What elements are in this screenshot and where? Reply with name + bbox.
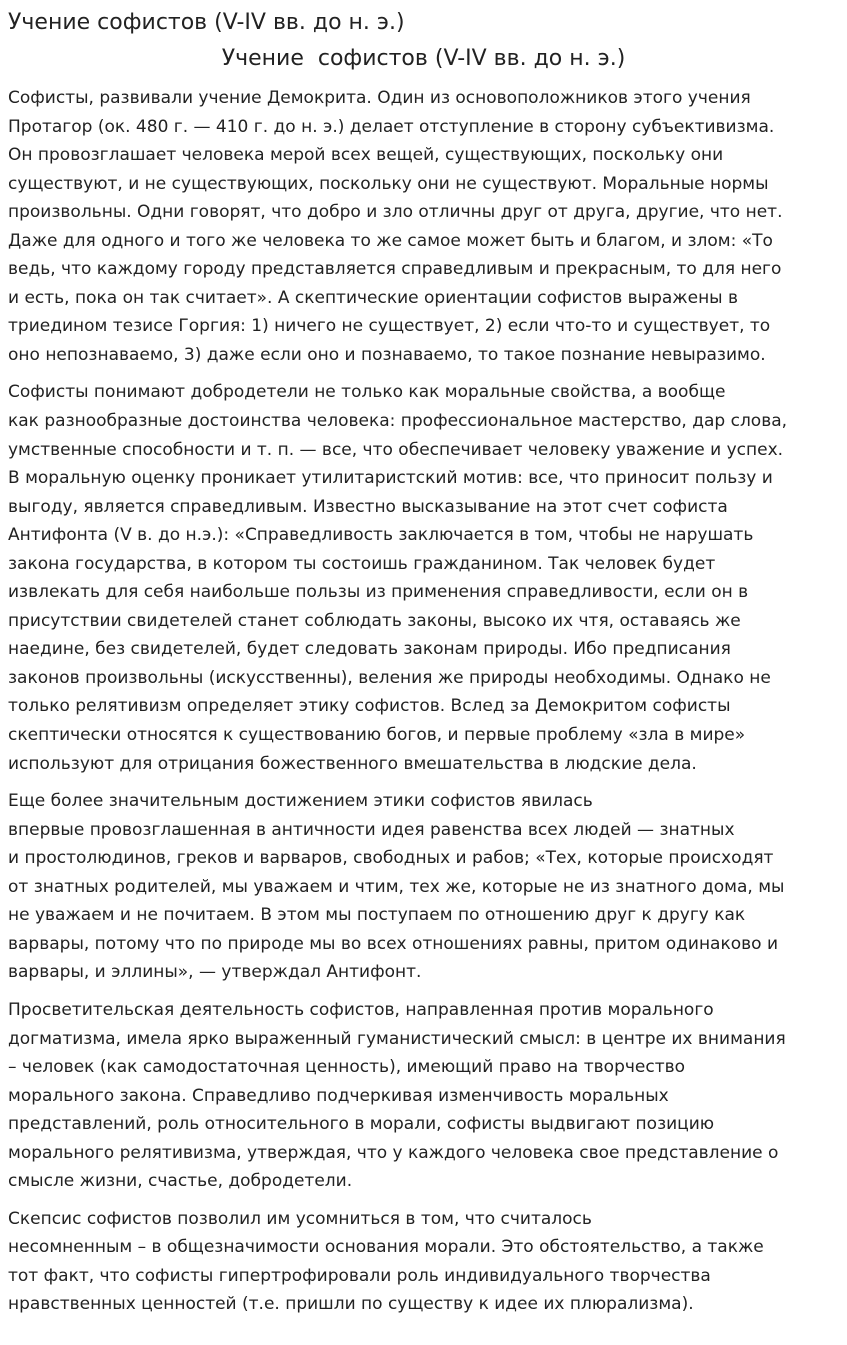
paragraph-virtues: Софисты понимают добродетели не только как моральные свойства, а вообще как разнообразные достоинства человека: профессиональное мастерство, дар слова, умственные способности и т. п. — все, что обеспечивает человеку уважение и успех. В моральную оценку проникает утилитаристский мотив: все, что приносит пользу и выгоду, является справедливым. Известно высказывание на этот счет софиста Антифонта (V в. до н.э.): «Справедливость заключается в том, чтобы не нарушать закона государства, в котором ты состоишь гражданином. Так человек будет извлекать для себя наибольше пользы из применения справедливости, если он в присутствии свидетелей станет соблюдать законы, высоко их чтя, оставаясь же наедине, без свидетелей, будет следовать законам природы. Ибо предписания законов произвольны (искусственны), веления же природы необходимы. Однако не только релятивизм определяет этику софистов. Вслед за Демокритом софисты скептически относятся к существованию богов, и первые проблему «зла в мире» используют для отрицания божественного вмешательства в людские дела.	[8, 382, 788, 774]
paragraph-equality: Еще более значительным достижением этики софистов явилась впервые провозглашенная в античности идея равенства всех людей — знатных и простолюдинов, греков и варваров, свободных и рабов; «Тех, которые происходят от знатных родителей, мы уважаем и чтим, тех же, которые не из знатного дома, мы не уважаем и не почитаем. В этом мы поступаем по отношению друг к другу как варвары, потому что по природе мы во всех отношениях равны, притом одинаково и варвары, и эллины», — утверждал Антифонт.	[8, 791, 785, 983]
page-title: Учение софистов (V-IV вв. до н. э.)	[8, 10, 405, 35]
article-heading: Учение софистов (V-IV вв. до н. э.)	[221, 46, 626, 71]
paragraph-protagoras: Софисты, развивали учение Демокрита. Один из основоположников этого учения Протагор (ок. 480 г. — 410 г. до н. э.) делает отступление в сторону субъективизма. Он провозглашает человека мерой всех вещей, существующих, поскольку они существуют, и не существующих, поскольку они не существуют. Моральные нормы произвольны. Одни говорят, что добро и зло отличны друг от друга, другие, что нет. Даже для одного и того же человека то же самое может быть и благом, и злом: «То ведь, что каждому городу представляется справедливым и прекрасным, то для него и есть, пока он так считает». А скептические ориентации софистов выражены в триедином тезисе Горгия: 1) ничего не существует, 2) если что-то и существует, то оно непознаваемо, 3) даже если оно и познаваемо, то такое познание невыразимо.	[8, 88, 783, 365]
paragraph-enlightenment: Просветительская деятельность софистов, направленная против морального догматизма, имела ярко выраженный гуманистический смысл: в центре их внимания – человек (как самодостаточная ценность), имеющий право на творчество морального закона. Справедливо подчеркивая изменчивость моральных представлений, роль относительного в морали, софисты выдвигают позицию морального релятивизма, утверждая, что у каждого человека свое представление о смысле жизни, счастье, добродетели.	[8, 999, 786, 1192]
paragraph-skepticism: Скепсис софистов позволил им усомниться в том, что считалось несомненным – в общезначимости основания морали. Это обстоятельство, а также тот факт, что софисты гипертрофировали роль индивидуального творчества нравственных ценностей (т.е. пришли по существу к идее их плюрализма).	[8, 1208, 764, 1315]
